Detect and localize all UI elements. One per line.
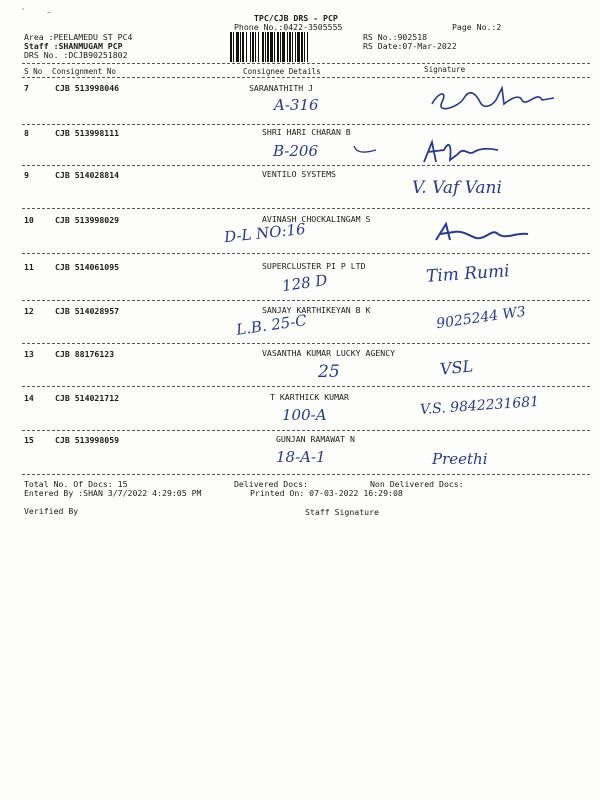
row-sno: 15 — [24, 435, 34, 445]
row-sno: 8 — [24, 128, 29, 138]
rs-number: RS No.:902518 — [363, 32, 428, 42]
row-consignment: CJB 514028814 — [55, 170, 120, 180]
row-consignment: CJB 514061095 — [55, 262, 120, 272]
row-handwritten-note: 18-A-1 — [276, 448, 326, 466]
row-divider — [22, 386, 590, 387]
row-consignment: CJB 514028957 — [55, 306, 120, 316]
row-sno: 9 — [24, 170, 29, 180]
row-sno: 7 — [24, 83, 29, 93]
row-consignee: SHRI HARI CHARAN B — [262, 127, 351, 137]
drs-number: DRS No. :DCJB90251802 — [24, 50, 128, 60]
row-consignment: CJB 514021712 — [55, 393, 120, 403]
col-header-consignee: Consignee Details — [243, 67, 321, 76]
row-sno: 14 — [24, 393, 34, 403]
row-consignment: CJB 513998029 — [55, 215, 120, 225]
row-consignee: SARANATHITH J — [249, 83, 314, 93]
row-consignment: CJB 88176123 — [55, 349, 115, 359]
row-divider — [22, 165, 590, 166]
row-consignee: VENTILO SYSTEMS — [262, 169, 336, 179]
staff-signature-label: Staff Signature — [305, 507, 379, 517]
scan-speck: ⁻ — [46, 10, 53, 21]
row-signature — [352, 138, 502, 172]
row-sno: 12 — [24, 306, 34, 316]
row-divider — [22, 474, 590, 475]
row-signature: VSL — [439, 356, 475, 379]
row-signature: V. Vaf Vani — [412, 178, 502, 198]
row-sno: 11 — [24, 262, 34, 272]
rs-date: RS Date:07-Mar-2022 — [363, 41, 457, 51]
row-handwritten-note: B-206 — [273, 142, 318, 160]
document-title: TPC/CJB DRS - PCP — [254, 13, 338, 23]
row-signature: Tim Rumi — [425, 261, 511, 287]
row-signature — [428, 84, 558, 118]
row-consignment: CJB 513998059 — [55, 435, 120, 445]
row-signature: 9025244 W3 — [435, 303, 527, 333]
col-header-consignment: Consignment No — [52, 67, 117, 76]
row-divider — [22, 430, 590, 431]
row-divider — [22, 343, 590, 344]
row-consignee: VASANTHA KUMAR LUCKY AGENCY — [262, 348, 396, 358]
row-handwritten-note: D-L NO:16 — [223, 219, 307, 247]
row-sno: 13 — [24, 349, 34, 359]
area-field: Area :PEELAMEDU ST PC4 — [24, 32, 133, 42]
scan-speck: ˙ — [20, 8, 27, 19]
row-consignment: CJB 513998111 — [55, 128, 120, 138]
row-signature: V.S. 9842231681 — [419, 393, 540, 419]
col-header-sno: S No — [24, 67, 43, 76]
row-signature — [432, 218, 532, 250]
delivered-docs: Delivered Docs: — [234, 479, 308, 489]
row-handwritten-note: 100-A — [282, 406, 327, 424]
barcode — [230, 32, 360, 62]
printed-on: Printed On: 07-03-2022 16:29:08 — [250, 488, 403, 498]
row-consignee: SANJAY KARTHIKEYAN B K — [262, 305, 371, 315]
row-sno: 10 — [24, 215, 34, 225]
row-handwritten-note: 128 D — [280, 270, 329, 296]
row-divider — [22, 300, 590, 301]
row-divider — [22, 124, 590, 125]
row-consignee: T KARTHICK KUMAR — [270, 392, 349, 402]
row-consignee: SUPERCLUSTER PI P LTD — [262, 261, 366, 271]
row-handwritten-note: 25 — [318, 362, 340, 382]
row-signature: Preethi — [432, 450, 488, 468]
header-divider — [22, 63, 590, 64]
row-divider — [22, 208, 590, 209]
non-delivered-docs: Non Delivered Docs: — [370, 479, 464, 489]
row-divider — [22, 253, 590, 254]
row-consignee: GUNJAN RAMAWAT N — [276, 434, 355, 444]
page-number: Page No.:2 — [452, 22, 502, 32]
phone-number: Phone No.:0422-3505555 — [234, 22, 343, 32]
row-handwritten-note: L.B. 25-C — [235, 311, 308, 339]
row-consignee: AVINASH CHOCKALINGAM S — [262, 214, 371, 224]
barcode-bar — [308, 32, 311, 62]
col-header-signature: Signature — [424, 65, 466, 74]
row-handwritten-note: A-316 — [274, 96, 319, 114]
verified-by: Verified By — [24, 506, 79, 516]
entered-by: Entered By :SHAN 3/7/2022 4:29:05 PM — [24, 488, 202, 498]
column-divider — [22, 77, 590, 78]
total-docs: Total No. Of Docs: 15 — [24, 479, 128, 489]
row-consignment: CJB 513998046 — [55, 83, 120, 93]
staff-field: Staff :SHANMUGAM PCP — [24, 41, 123, 51]
